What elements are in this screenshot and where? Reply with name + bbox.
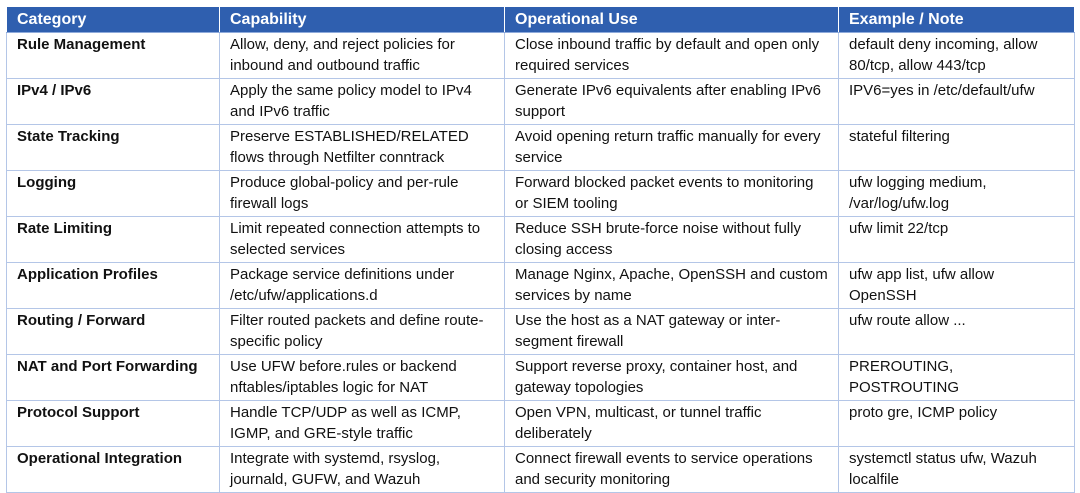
table-row bbox=[7, 309, 1075, 355]
header-example-note: Example / Note bbox=[839, 7, 1075, 33]
cell-category: Rate Limiting bbox=[7, 217, 220, 263]
cell-operational-use: Connect firewall events to service operations and security monitoring bbox=[505, 447, 839, 493]
cell-operational-use: Reduce SSH brute-force noise without fully closing access bbox=[505, 217, 839, 263]
cell-example-note: PREROUTING, POSTROUTING bbox=[839, 355, 1075, 401]
capability-table-container bbox=[6, 6, 1074, 493]
cell-operational-use: Manage Nginx, Apache, OpenSSH and custom services by name bbox=[505, 263, 839, 309]
cell-capability: Preserve ESTABLISHED/RELATED flows through Netfilter conntrack bbox=[220, 125, 505, 171]
table-body bbox=[7, 33, 1075, 493]
cell-example-note: ufw route allow ... bbox=[839, 309, 1075, 355]
table-header bbox=[7, 7, 1075, 33]
cell-example-note: IPV6=yes in /etc/default/ufw bbox=[839, 79, 1075, 125]
ufw-capability-table bbox=[6, 6, 1075, 493]
cell-example-note: default deny incoming, allow 80/tcp, allow 443/tcp bbox=[839, 33, 1075, 79]
table-row bbox=[7, 171, 1075, 217]
cell-example-note: proto gre, ICMP policy bbox=[839, 401, 1075, 447]
header-operational-use: Operational Use bbox=[505, 7, 839, 33]
cell-capability: Produce global-policy and per-rule firewall logs bbox=[220, 171, 505, 217]
cell-category: State Tracking bbox=[7, 125, 220, 171]
cell-capability: Apply the same policy model to IPv4 and IPv6 traffic bbox=[220, 79, 505, 125]
header-category: Category bbox=[7, 7, 220, 33]
cell-capability: Limit repeated connection attempts to selected services bbox=[220, 217, 505, 263]
cell-operational-use: Forward blocked packet events to monitoring or SIEM tooling bbox=[505, 171, 839, 217]
cell-capability: Handle TCP/UDP as well as ICMP, IGMP, and GRE-style traffic bbox=[220, 401, 505, 447]
cell-example-note: ufw app list, ufw allow OpenSSH bbox=[839, 263, 1075, 309]
table-row bbox=[7, 79, 1075, 125]
table-row bbox=[7, 355, 1075, 401]
cell-example-note: systemctl status ufw, Wazuh localfile bbox=[839, 447, 1075, 493]
cell-operational-use: Use the host as a NAT gateway or inter-segment firewall bbox=[505, 309, 839, 355]
table-row bbox=[7, 401, 1075, 447]
cell-operational-use: Generate IPv6 equivalents after enabling IPv6 support bbox=[505, 79, 839, 125]
table-row bbox=[7, 217, 1075, 263]
cell-category: IPv4 / IPv6 bbox=[7, 79, 220, 125]
cell-capability: Integrate with systemd, rsyslog, journald, GUFW, and Wazuh bbox=[220, 447, 505, 493]
cell-example-note: stateful filtering bbox=[839, 125, 1075, 171]
cell-example-note: ufw limit 22/tcp bbox=[839, 217, 1075, 263]
table-row bbox=[7, 33, 1075, 79]
cell-operational-use: Support reverse proxy, container host, and gateway topologies bbox=[505, 355, 839, 401]
cell-category: Rule Management bbox=[7, 33, 220, 79]
cell-operational-use: Avoid opening return traffic manually for every service bbox=[505, 125, 839, 171]
cell-example-note: ufw logging medium, /var/log/ufw.log bbox=[839, 171, 1075, 217]
cell-capability: Package service definitions under /etc/ufw/applications.d bbox=[220, 263, 505, 309]
cell-category: Application Profiles bbox=[7, 263, 220, 309]
header-capability: Capability bbox=[220, 7, 505, 33]
cell-category: Operational Integration bbox=[7, 447, 220, 493]
cell-operational-use: Open VPN, multicast, or tunnel traffic deliberately bbox=[505, 401, 839, 447]
cell-operational-use: Close inbound traffic by default and open only required services bbox=[505, 33, 839, 79]
cell-category: Logging bbox=[7, 171, 220, 217]
table-row bbox=[7, 125, 1075, 171]
cell-category: NAT and Port Forwarding bbox=[7, 355, 220, 401]
table-row bbox=[7, 447, 1075, 493]
header-row bbox=[7, 7, 1075, 33]
cell-category: Protocol Support bbox=[7, 401, 220, 447]
cell-capability: Filter routed packets and define route-specific policy bbox=[220, 309, 505, 355]
table-row bbox=[7, 263, 1075, 309]
cell-category: Routing / Forward bbox=[7, 309, 220, 355]
cell-capability: Use UFW before.rules or backend nftables/iptables logic for NAT bbox=[220, 355, 505, 401]
cell-capability: Allow, deny, and reject policies for inbound and outbound traffic bbox=[220, 33, 505, 79]
